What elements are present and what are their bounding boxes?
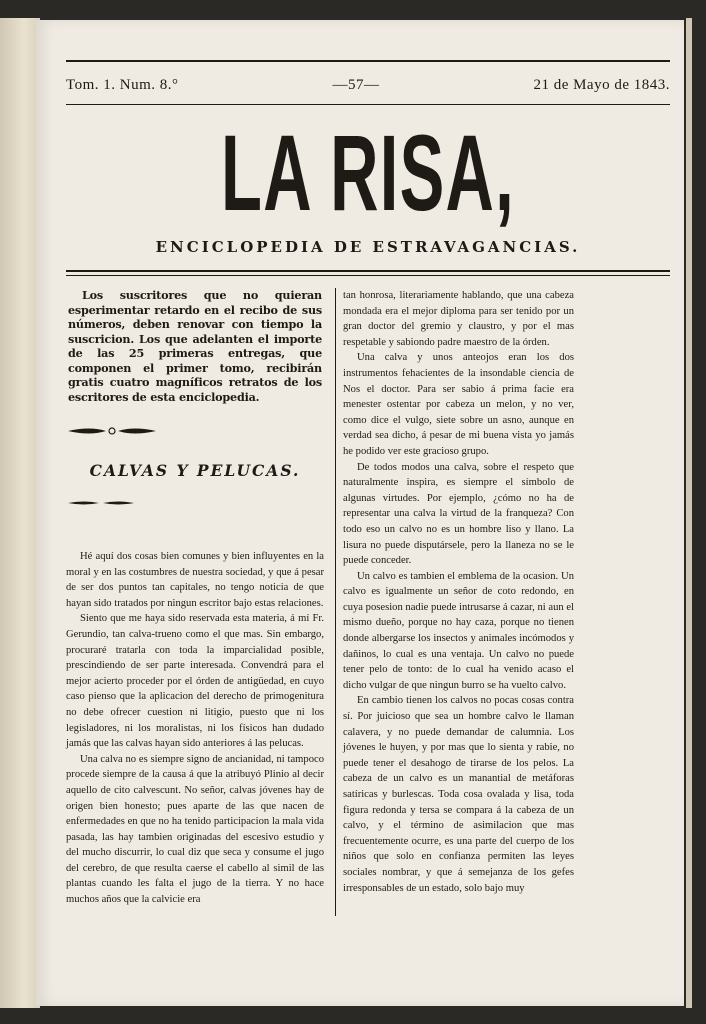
left-column — [66, 288, 324, 924]
paragraph: Una calva no es siempre signo de ancianidad, ni tampoco procede siempre de la causa á que la atribuyó Plinio al decir aquello de cito calvescunt. No señor, calvas jóvenes hay de origen bien honesto; pues aparte de las que nacen de enfermedades en que no ha tenido participacion la mala vida pasada, las hay tambien originadas del escesivo estudio y del mucho discurrir, lo cual diz que seca y consume el jugo del cerebro, de que resulta caerse el cabello al simil de las plantas cuando les falta el jugo de la tierra. Y no hace muchos años que la calvicie era — [66, 753, 324, 906]
issue-date: 21 de Mayo de 1843. — [533, 76, 670, 93]
masthead-rule-thick — [66, 270, 670, 272]
right-page-edge — [686, 18, 692, 1008]
masthead-rule-thin — [66, 275, 670, 276]
column-divider — [335, 288, 336, 916]
right-column — [343, 288, 574, 896]
paragraph: Hé aquí dos cosas bien comunes y bien influyentes en la moral y en las costumbres de nuestra sociedad, y que á pesar de ser dos puntos tan capitales, no tengo noticia de que hayan sido tratados por ningun escritor bajo estas relaciones. — [66, 551, 324, 609]
masthead-subtitle: ENCICLOPEDIA DE ESTRAVAGANCIAS. — [155, 238, 581, 256]
masthead-title: LA RISA, — [221, 112, 515, 233]
right-article-text — [343, 288, 574, 896]
paragraph: En cambio tienen los calvos no pocas cosas contra sí. Por juicioso que sea un hombre calvo le llaman calavera, y no puede demandar de calumnia. Los jóvenes le huyen, y por mas que lo sienta y rabie, no puede tener el desahogo de tirarse de los pelos. La cabeza de un calvo es un manantial de metáforas satíricas y burlescas. Toda cosa ovalada y lisa, toda figura redonda y tersa se compara á la cabeza de un calvo, y el término de asimilacion que mas frecuentemente ocurre, es una parte del cuerpo de los niños que solo en confianza permiten las leyes sociales nombrar, y que á semejanza de los gefes irresponsables de un estado, solo bajo muy — [343, 695, 574, 894]
ornament-divider-icon — [66, 424, 158, 438]
left-article-text — [66, 549, 324, 908]
header-rule-bottom — [66, 104, 670, 105]
paragraph: De todos modos una calva, sobre el respeto que naturalmente inspira, es siempre el símbolo de algunas virtudes. Por ejemplo, ¿cómo no ha de representar una calva la virtud de la franqueza? Con todo eso un calvo no es un hombre liso y llano. La lisura no puede disputársele, pero la llaneza no se le puede conceder. — [343, 461, 574, 567]
subscription-notice: Los suscritores que no quieran esperimentar retardo en el recibo de sus números, deben renovar con tiempo la suscricion. Los que adelanten el importe de las 25 primeras entregas, que componen el primer tomo, recibirán gratis cuatro magníficos retratos de los escritores de esta enciclopedia. — [68, 288, 322, 404]
left-page-edge — [0, 18, 40, 1008]
paragraph: Una calva y unos anteojos eran los dos instrumentos fehacientes de la insondable ciencia de Nos el doctor. Para ser sabio á prima facie era menester ostentar por cabeza un melon, y no ver, como dice el vulgo, siete sobre un asno, aunque en verdad sea dicho, á pesar de mi buena vista yo jamás he podido ver este gracioso grupo. — [343, 352, 574, 457]
paragraph: tan honrosa, literariamente hablando, que una cabeza mondada era el mejor diploma para ser tenido por un gran doctor del gremio y claustro, y por el mas respetable y sabiondo padre maestro de la órden. — [343, 290, 574, 348]
small-ornament-icon — [66, 498, 136, 508]
issue-header — [66, 64, 670, 106]
paragraph: Siento que me haya sido reservada esta materia, á mí Fr. Gerundio, tan calva-trueno como el que mas. Sin embargo, procuraré tratarla con toda la imparcialidad posible, prescindiendo de ser parte interesada. Convendrá para el mejor acierto proceder por el órden de antigüedad, en cuyo caso pienso que la aplicacion del derecho de primogenitura no debe ofrecer cuestion ni litigio, puesto que ni los legisladores, ni los moralistas, ni los físicos han dudado jamás que las calvas hayan sido anteriores á las pelucas. — [66, 613, 324, 750]
article-heading: CALVAS Y PELUCAS. — [89, 461, 301, 480]
page-number: —57— — [332, 76, 380, 93]
header-rule-top — [66, 60, 670, 62]
paragraph: Un calvo es tambien el emblema de la ocasion. Un calvo es igualmente un señor de coto redondo, en cuya posesion nadie puede intrusarse á cazar, ni aun el mismo dueño, porque no hay caza, porque no tienen donde albergarse los insectos y animales incómodos y dañinos, lo cual es una ventaja. Un calvo no puede tener pelo de tonto: de lo cual ha venido acaso el dicho vulgar de que ningun burro se ha vuelto calvo. — [343, 570, 574, 691]
volume-number: Tom. 1. Num. 8.° — [66, 76, 179, 93]
